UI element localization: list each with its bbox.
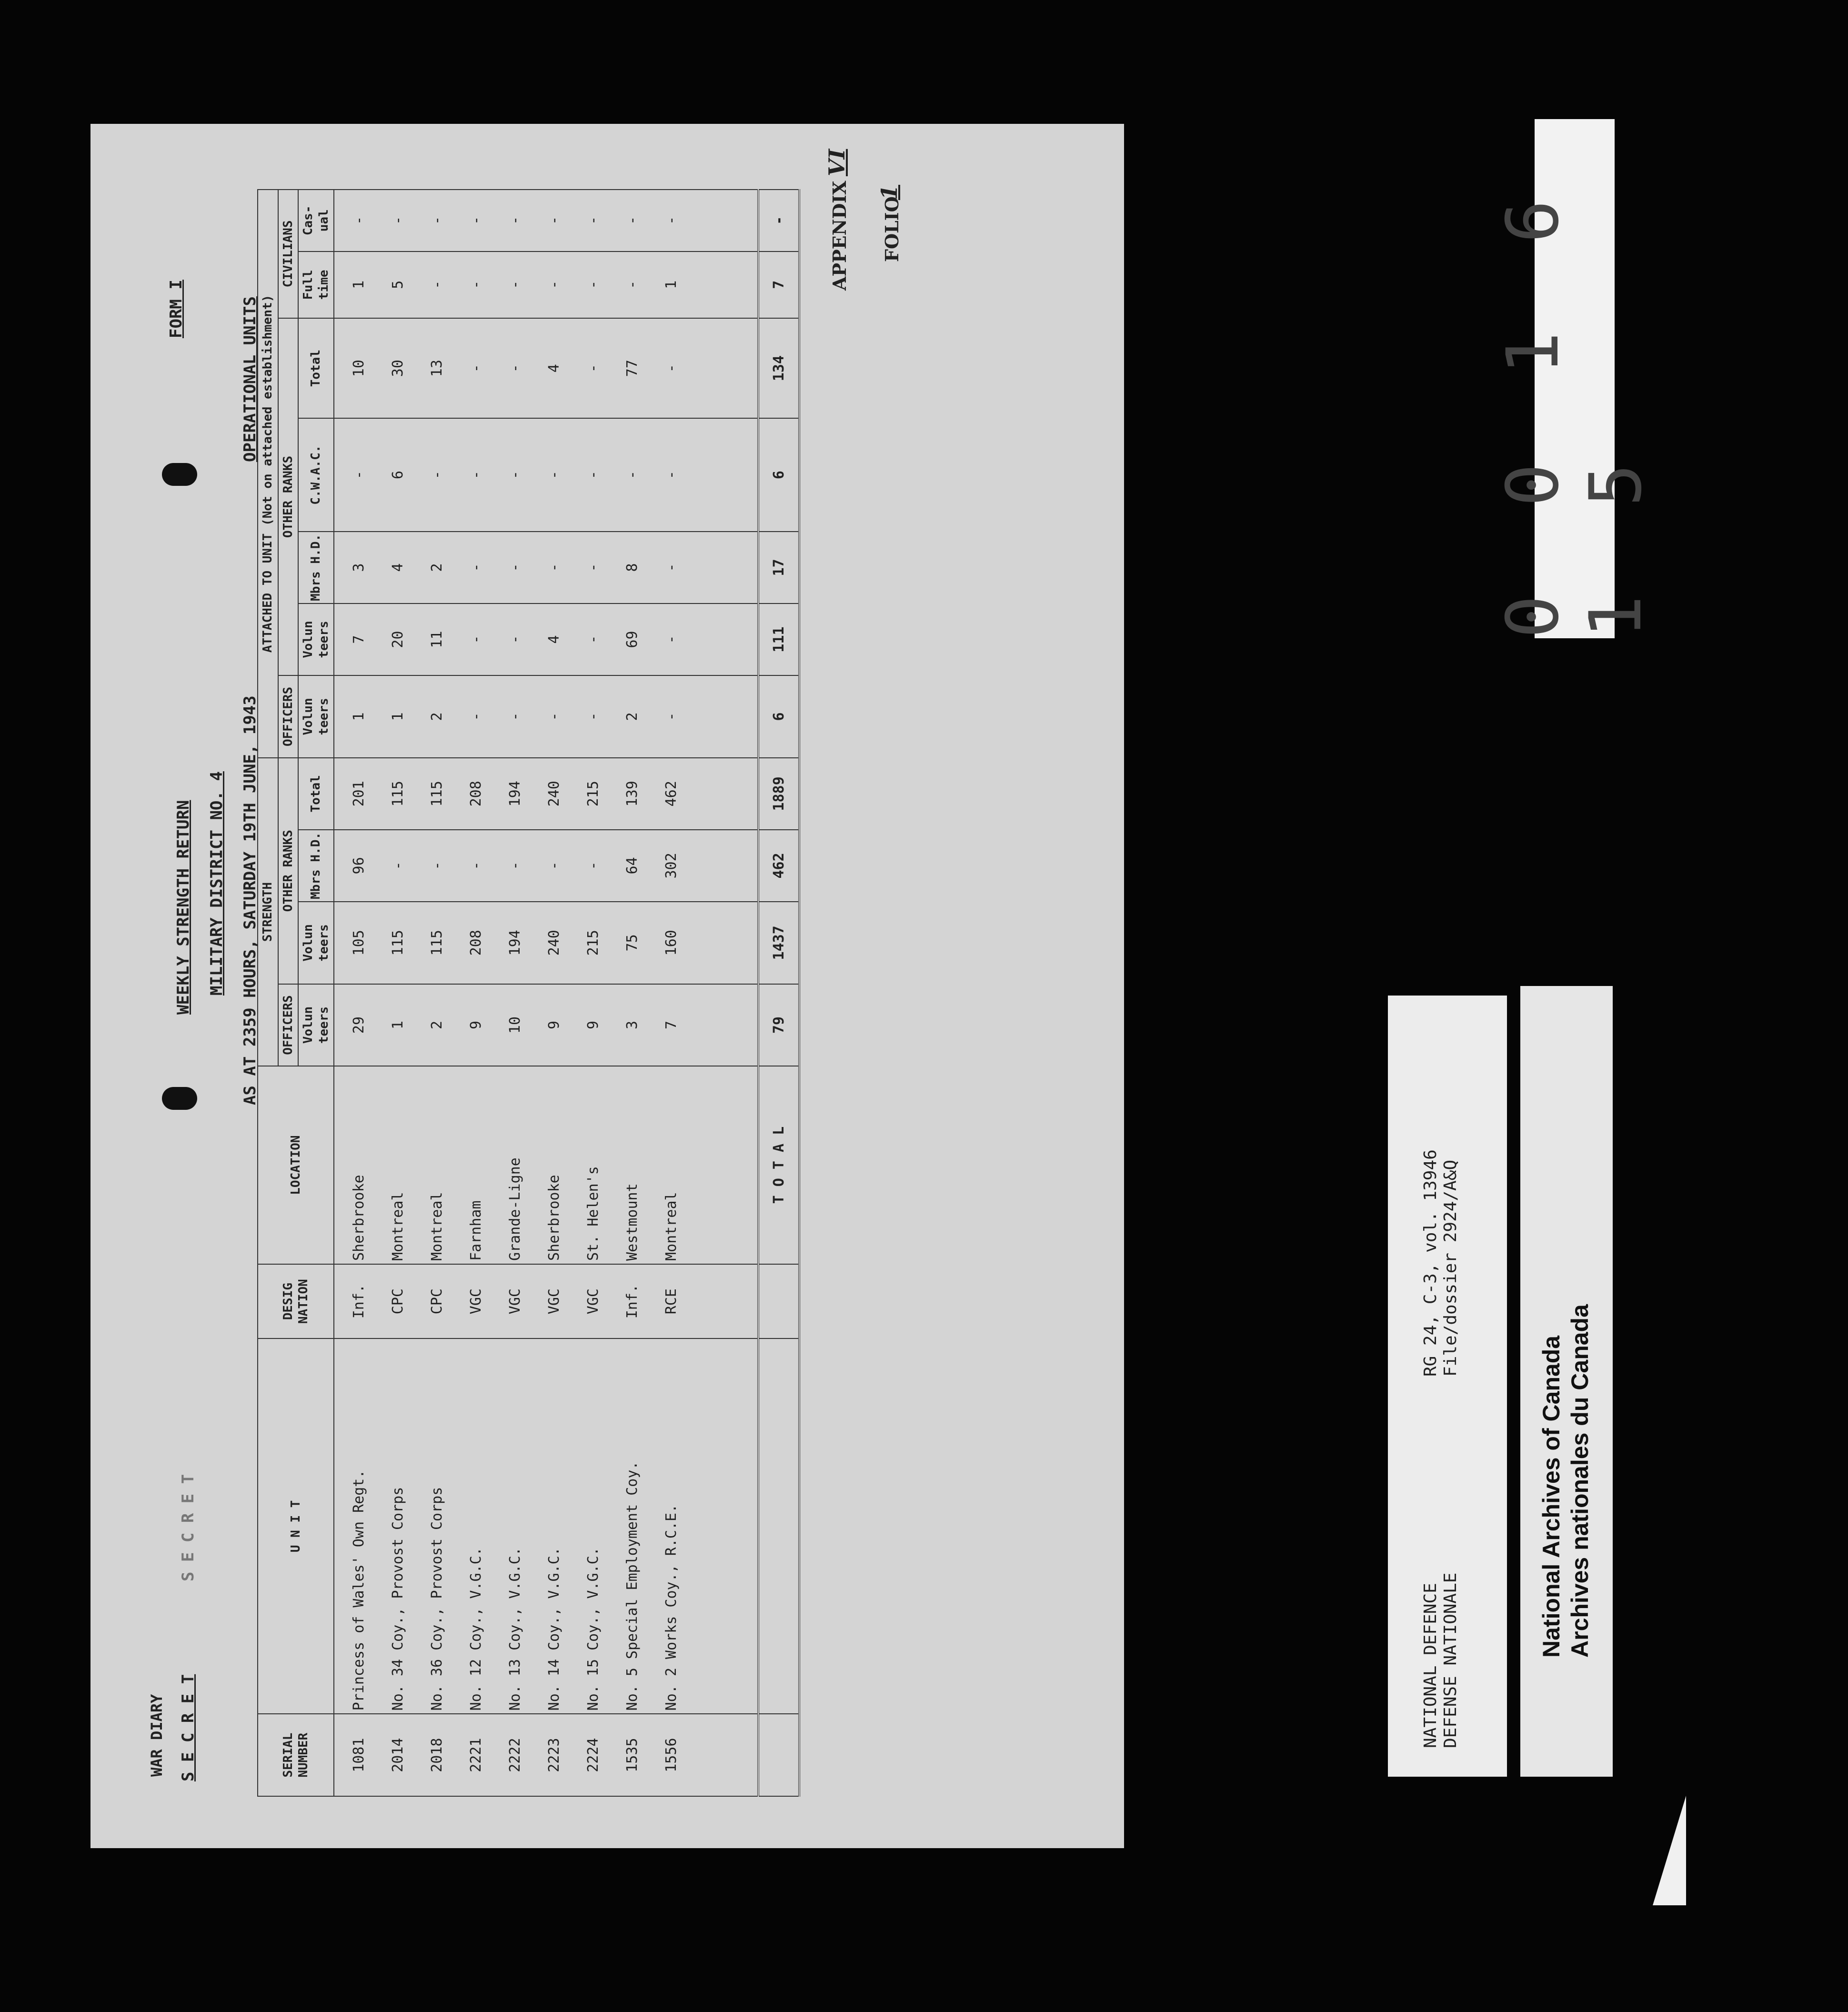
header-a-vol: Volun teers bbox=[298, 604, 334, 675]
war-diary-document bbox=[90, 124, 1124, 1848]
serial-cell: 2018 bbox=[417, 1714, 456, 1796]
table-row bbox=[456, 190, 495, 1796]
value-cell: 139 bbox=[613, 758, 652, 830]
value-cell: 9 bbox=[573, 984, 613, 1066]
value-cell: 2 bbox=[417, 675, 456, 758]
value-cell: - bbox=[417, 190, 456, 252]
total-label: T O T A L bbox=[758, 1066, 799, 1264]
title-date: AS AT 2359 HOURS, SATURDAY 19TH JUNE, 1943 bbox=[241, 695, 260, 1105]
desig-cell: VGC bbox=[534, 1264, 573, 1339]
header-attached-officers: OFFICERS bbox=[278, 675, 299, 758]
header-strength-officers: OFFICERS bbox=[278, 984, 299, 1066]
table-row bbox=[334, 190, 378, 1796]
value-cell: - bbox=[456, 252, 495, 318]
serial-cell: 1535 bbox=[613, 1714, 652, 1796]
document-content bbox=[90, 124, 1124, 1848]
value-cell: 215 bbox=[573, 902, 613, 984]
value-cell: - bbox=[613, 190, 652, 252]
value-cell: 115 bbox=[378, 902, 417, 984]
location-cell: Montreal bbox=[378, 1066, 417, 1264]
value-cell: 8 bbox=[613, 532, 652, 604]
value-cell: 3 bbox=[613, 984, 652, 1066]
value-cell: - bbox=[573, 318, 613, 418]
value-cell: 10 bbox=[495, 984, 534, 1066]
header-a-total: Total bbox=[298, 318, 334, 418]
value-cell: - bbox=[652, 675, 691, 758]
value-cell: - bbox=[534, 830, 573, 902]
unit-cell: No. 13 Coy., V.G.C. bbox=[495, 1338, 534, 1714]
value-cell: 462 bbox=[652, 758, 691, 830]
value-cell: 115 bbox=[417, 758, 456, 830]
value-cell: 77 bbox=[613, 318, 652, 418]
location-cell: Sherbrooke bbox=[534, 1066, 573, 1264]
film-corner-mark bbox=[1653, 1796, 1686, 1905]
value-cell: - bbox=[534, 418, 573, 531]
value-cell: 1 bbox=[652, 252, 691, 318]
value-cell: - bbox=[495, 318, 534, 418]
value-cell: - bbox=[534, 252, 573, 318]
value-cell: 115 bbox=[417, 902, 456, 984]
weekly-strength-table bbox=[257, 189, 800, 1797]
unit-cell: Princess of Wales' Own Regt. bbox=[334, 1338, 378, 1714]
desig-cell: CPC bbox=[417, 1264, 456, 1339]
header-s-total: Total bbox=[298, 758, 334, 830]
table-row bbox=[613, 190, 652, 1796]
value-cell: 1 bbox=[334, 675, 378, 758]
national-archives-fr: Archives nationales du Canada bbox=[1567, 1304, 1593, 1658]
header-serial: SERIAL NUMBER bbox=[258, 1714, 334, 1796]
value-cell: - bbox=[495, 532, 534, 604]
value-cell: - bbox=[378, 190, 417, 252]
serial-cell: 2221 bbox=[456, 1714, 495, 1796]
value-cell: 9 bbox=[534, 984, 573, 1066]
value-cell: - bbox=[495, 252, 534, 318]
total-cell: 79 bbox=[758, 984, 799, 1066]
appendix-label: APPENDIX bbox=[829, 181, 850, 291]
unit-cell: No. 34 Coy., Provost Corps bbox=[378, 1338, 417, 1714]
value-cell: 1 bbox=[378, 675, 417, 758]
table-row bbox=[534, 190, 573, 1796]
value-cell: - bbox=[417, 252, 456, 318]
table-row bbox=[652, 190, 691, 1796]
value-cell: 1 bbox=[334, 252, 378, 318]
header-attached-other-ranks: OTHER RANKS bbox=[278, 318, 299, 675]
operational-units-label: OPERATIONAL UNITS bbox=[241, 296, 260, 462]
value-cell: - bbox=[613, 418, 652, 531]
location-cell: Grande-Ligne bbox=[495, 1066, 534, 1264]
secret-faint-label: S E C R E T bbox=[179, 1474, 198, 1581]
header-attached: ATTACHED TO UNIT (Not on attached establishment) bbox=[258, 190, 278, 758]
value-cell: 1 bbox=[378, 984, 417, 1066]
value-cell: - bbox=[573, 604, 613, 675]
desig-cell: CPC bbox=[378, 1264, 417, 1339]
header-unit: U N I T bbox=[258, 1338, 334, 1714]
serial-cell: 2222 bbox=[495, 1714, 534, 1796]
location-cell: Montreal bbox=[417, 1066, 456, 1264]
location-cell: Montreal bbox=[652, 1066, 691, 1264]
value-cell: 75 bbox=[613, 902, 652, 984]
table-row bbox=[378, 190, 417, 1796]
value-cell: 30 bbox=[378, 318, 417, 418]
value-cell: - bbox=[495, 830, 534, 902]
header-desig: DESIG NATION bbox=[258, 1264, 334, 1339]
value-cell: - bbox=[456, 532, 495, 604]
value-cell: 6 bbox=[378, 418, 417, 531]
value-cell: - bbox=[495, 675, 534, 758]
value-cell: 5 bbox=[378, 252, 417, 318]
value-cell: 64 bbox=[613, 830, 652, 902]
unit-cell: No. 14 Coy., V.G.C. bbox=[534, 1338, 573, 1714]
archive-reference-2: File/dossier 2924/A&Q bbox=[1441, 1159, 1460, 1377]
value-cell: 302 bbox=[652, 830, 691, 902]
value-cell: - bbox=[534, 190, 573, 252]
unit-cell: No. 15 Coy., V.G.C. bbox=[573, 1338, 613, 1714]
value-cell: 208 bbox=[456, 758, 495, 830]
serial-cell: 2014 bbox=[378, 1714, 417, 1796]
value-cell: - bbox=[573, 675, 613, 758]
value-cell: 20 bbox=[378, 604, 417, 675]
punch-hole-2 bbox=[162, 463, 197, 486]
value-cell: 4 bbox=[534, 318, 573, 418]
header-c-full: Full time bbox=[298, 252, 334, 318]
value-cell: 10 bbox=[334, 318, 378, 418]
value-cell: 194 bbox=[495, 758, 534, 830]
value-cell: - bbox=[652, 418, 691, 531]
value-cell: - bbox=[495, 604, 534, 675]
value-cell: - bbox=[573, 418, 613, 531]
value-cell: - bbox=[573, 532, 613, 604]
value-cell: - bbox=[652, 190, 691, 252]
header-s-hd: Mbrs H.D. bbox=[298, 830, 334, 902]
value-cell: - bbox=[652, 318, 691, 418]
value-cell: - bbox=[573, 252, 613, 318]
value-cell: - bbox=[417, 418, 456, 531]
value-cell: 115 bbox=[378, 758, 417, 830]
header-location: LOCATION bbox=[258, 1066, 334, 1264]
table-total-row bbox=[758, 190, 799, 1796]
value-cell: - bbox=[534, 675, 573, 758]
punch-hole-1 bbox=[162, 1087, 197, 1110]
header-strength: STRENGTH bbox=[258, 758, 278, 1066]
value-cell: 7 bbox=[334, 604, 378, 675]
value-cell: - bbox=[334, 418, 378, 531]
value-cell: 7 bbox=[652, 984, 691, 1066]
total-cell: 1437 bbox=[758, 902, 799, 984]
desig-cell: VGC bbox=[573, 1264, 613, 1339]
unit-cell: No. 5 Special Employment Coy. bbox=[613, 1338, 652, 1714]
desig-cell: VGC bbox=[495, 1264, 534, 1339]
unit-cell: No. 12 Coy., V.G.C. bbox=[456, 1338, 495, 1714]
value-cell: 69 bbox=[613, 604, 652, 675]
value-cell: 2 bbox=[417, 532, 456, 604]
war-diary-label: WAR DIARY bbox=[148, 1694, 166, 1777]
header-a-hd: Mbrs H.D. bbox=[298, 532, 334, 604]
value-cell: 105 bbox=[334, 902, 378, 984]
value-cell: 4 bbox=[378, 532, 417, 604]
serial-cell: 2224 bbox=[573, 1714, 613, 1796]
value-cell: 201 bbox=[334, 758, 378, 830]
desig-cell: RCE bbox=[652, 1264, 691, 1339]
total-cell: 462 bbox=[758, 830, 799, 902]
value-cell: - bbox=[378, 830, 417, 902]
value-cell: - bbox=[456, 190, 495, 252]
value-cell: 11 bbox=[417, 604, 456, 675]
value-cell: 4 bbox=[534, 604, 573, 675]
value-cell: - bbox=[456, 318, 495, 418]
value-cell: 13 bbox=[417, 318, 456, 418]
value-cell: - bbox=[652, 532, 691, 604]
value-cell: - bbox=[573, 190, 613, 252]
title-weekly-strength-return: WEEKLY STRENGTH RETURN bbox=[174, 800, 193, 1015]
value-cell: 3 bbox=[334, 532, 378, 604]
desig-cell: VGC bbox=[456, 1264, 495, 1339]
value-cell: - bbox=[456, 830, 495, 902]
value-cell: - bbox=[613, 252, 652, 318]
serial-cell: 1556 bbox=[652, 1714, 691, 1796]
defence-line-1: NATIONAL DEFENCE bbox=[1421, 1583, 1440, 1748]
value-cell: - bbox=[495, 190, 534, 252]
desig-cell: Inf. bbox=[334, 1264, 378, 1339]
location-cell: Farnham bbox=[456, 1066, 495, 1264]
frame-number-card bbox=[1492, 119, 1657, 638]
total-cell: 1889 bbox=[758, 758, 799, 830]
header-civilians: CIVILIANS bbox=[278, 190, 299, 318]
serial-cell: 2223 bbox=[534, 1714, 573, 1796]
total-cell: 17 bbox=[758, 532, 799, 604]
secret-label: S E C R E T bbox=[179, 1674, 198, 1781]
national-defence-label bbox=[1388, 996, 1507, 1777]
value-cell: - bbox=[334, 190, 378, 252]
desig-cell: Inf. bbox=[613, 1264, 652, 1339]
title-military-district: MILITARY DISTRICT NO. 4 bbox=[207, 771, 226, 996]
serial-cell: 1081 bbox=[334, 1714, 378, 1796]
folio-label: FOLIO bbox=[881, 196, 903, 262]
value-cell: 240 bbox=[534, 758, 573, 830]
value-cell: - bbox=[417, 830, 456, 902]
header-s-vol: Volun teers bbox=[298, 902, 334, 984]
value-cell: 2 bbox=[613, 675, 652, 758]
value-cell: 194 bbox=[495, 902, 534, 984]
value-cell: 96 bbox=[334, 830, 378, 902]
table-row bbox=[417, 190, 456, 1796]
total-cell: 6 bbox=[758, 675, 799, 758]
table-row bbox=[495, 190, 534, 1796]
value-cell: 2 bbox=[417, 984, 456, 1066]
archive-reference-1: RG 24, C-3, vol. 13946 bbox=[1421, 1149, 1440, 1377]
value-cell: - bbox=[456, 675, 495, 758]
value-cell: - bbox=[456, 418, 495, 531]
national-archives-en: National Archives of Canada bbox=[1538, 1335, 1565, 1658]
location-cell: Westmount bbox=[613, 1066, 652, 1264]
value-cell: - bbox=[534, 532, 573, 604]
appendix-number: VI bbox=[824, 149, 850, 176]
value-cell: 160 bbox=[652, 902, 691, 984]
value-cell: - bbox=[495, 418, 534, 531]
value-cell: 9 bbox=[456, 984, 495, 1066]
value-cell: 215 bbox=[573, 758, 613, 830]
header-a-cwac: C.W.A.C. bbox=[298, 418, 334, 531]
table-blank-row bbox=[691, 190, 758, 1796]
location-cell: Sherbrooke bbox=[334, 1066, 378, 1264]
total-cell: 6 bbox=[758, 418, 799, 531]
value-cell: - bbox=[573, 830, 613, 902]
total-cell: 111 bbox=[758, 604, 799, 675]
national-archives-label bbox=[1520, 986, 1613, 1777]
value-cell: - bbox=[652, 604, 691, 675]
header-strength-other-ranks: OTHER RANKS bbox=[278, 758, 299, 984]
header-c-casual: Cas- ual bbox=[298, 190, 334, 252]
header-s-off-vol: Volun teers bbox=[298, 984, 334, 1066]
header-a-off-vol: Volun teers bbox=[298, 675, 334, 758]
unit-cell: No. 2 Works Coy., R.C.E. bbox=[652, 1338, 691, 1714]
frame-number: 0 0 1 6 1 5 bbox=[1492, 177, 1657, 638]
total-cell: - bbox=[758, 190, 799, 252]
unit-cell: No. 36 Coy., Provost Corps bbox=[417, 1338, 456, 1714]
value-cell: 240 bbox=[534, 902, 573, 984]
table-row bbox=[573, 190, 613, 1796]
total-cell: 7 bbox=[758, 252, 799, 318]
value-cell: 29 bbox=[334, 984, 378, 1066]
total-cell: 134 bbox=[758, 318, 799, 418]
value-cell: - bbox=[456, 604, 495, 675]
value-cell: 208 bbox=[456, 902, 495, 984]
form-label: FORM I bbox=[167, 280, 186, 338]
folio-number: 1 bbox=[876, 184, 902, 200]
defence-line-2: DEFENSE NATIONALE bbox=[1441, 1572, 1460, 1748]
location-cell: St. Helen's bbox=[573, 1066, 613, 1264]
